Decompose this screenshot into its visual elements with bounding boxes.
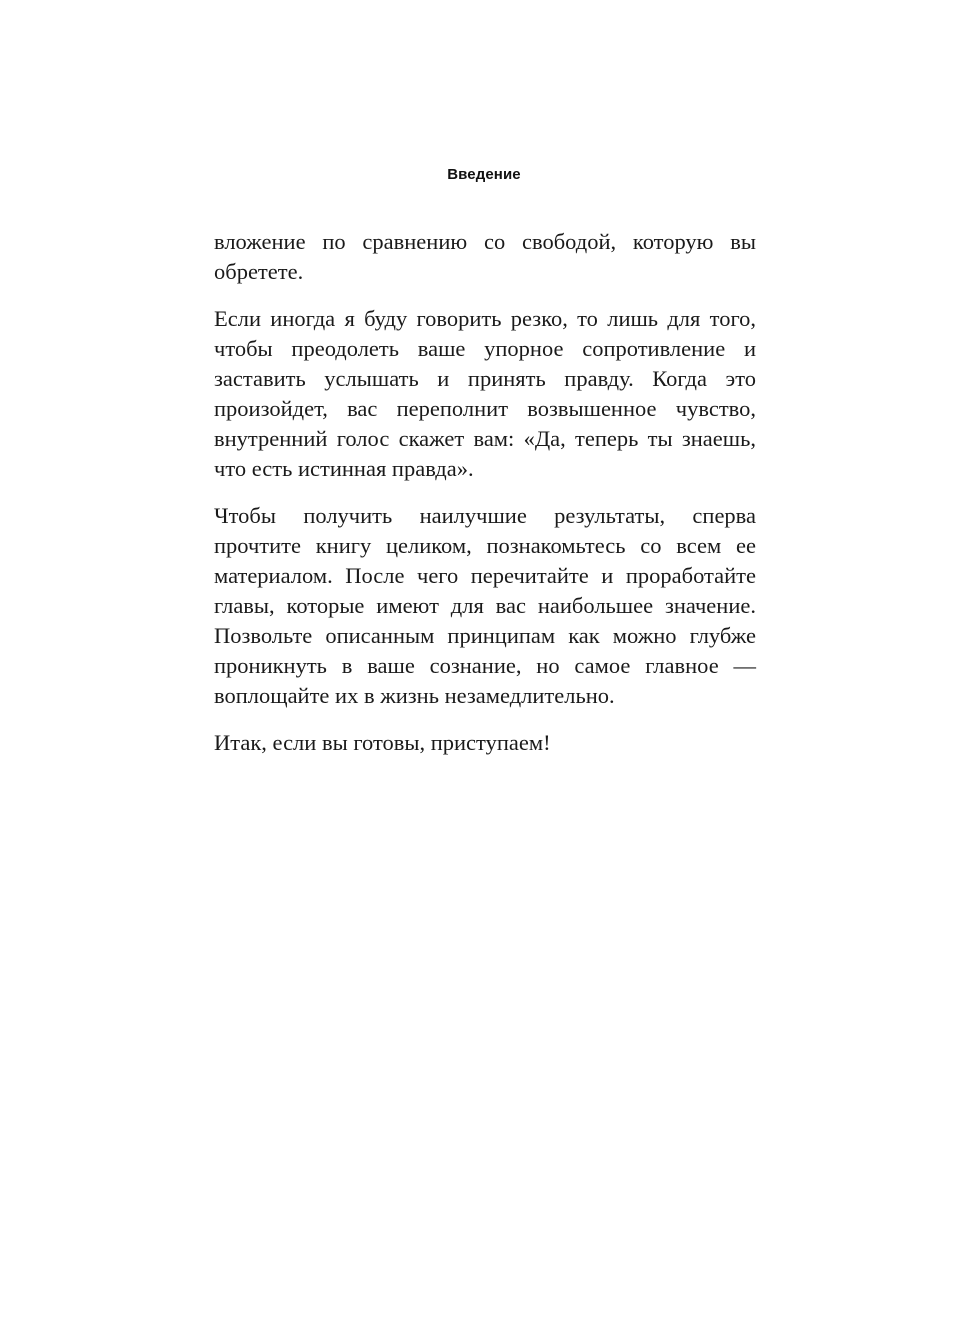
running-header: Введение <box>447 166 521 183</box>
paragraph: Итак, если вы готовы, приступаем! <box>214 730 551 755</box>
body-text <box>214 227 756 775</box>
paragraph: Если иногда я буду говорить резко, то лишь для того, чтобы преодолеть ваше упорное сопротивление и заставить услышать и принять правду. Когда это произойдет, вас переполнит возвышенное чувство, внутренний голос скажет вам: «Да, теперь ты знаешь, что есть истинная правда». <box>214 306 756 481</box>
paragraph: вложение по сравнению со свободой, которую вы обретете. <box>214 229 756 284</box>
paragraph: Чтобы получить наилучшие результаты, сперва прочтите книгу целиком, познакомьтесь со всем ее материалом. После чего перечитайте и проработайте главы, которые имеют для вас наибольшее значение. Позвольте описанным принципам как можно глубже проникнуть в ваше сознание, но самое главное — воплощайте их в жизнь незамедлительно. <box>214 503 756 708</box>
